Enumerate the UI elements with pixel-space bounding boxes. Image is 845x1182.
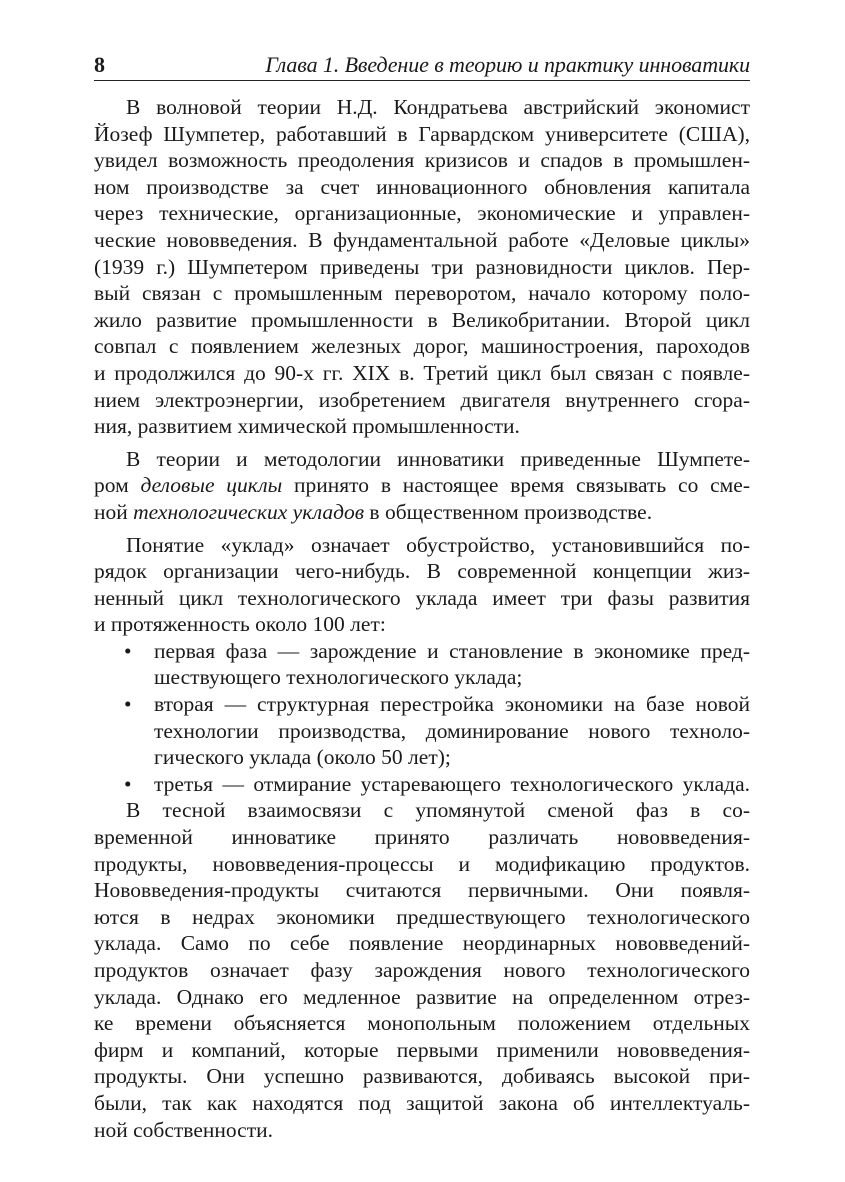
list-item [94,638,750,691]
text-line: третья — отмирание устаревающего технологического уклада. [154,771,750,796]
italic-term-business-cycles: деловые циклы [140,473,283,498]
text-line: ной технологических укладов в общественном производстве. [94,499,653,524]
text-line: ной собственности. [94,1117,273,1142]
text-line: ческие нововведения. В фундаментальной работе «Деловые циклы» [94,227,750,252]
text-line: продукты. Они успешно развиваются, добиваясь высокой при- [94,1064,750,1089]
text-line: были, так как находятся под защитой закона об интеллектуаль- [94,1090,750,1115]
text-line: технологии производства, доминирование нового техноло- [154,718,750,743]
paragraph-kondratiev-schumpeter [94,94,750,440]
list-item [94,691,750,771]
text-line: (1939 г.) Шумпетером приведены три разновидности циклов. Пер- [94,254,750,279]
page-number: 8 [94,52,105,77]
italic-term-technological-structures: технологических укладов [133,499,365,524]
text-line: продуктов означает фазу зарождения нового технологического [94,958,750,982]
text-line: Йозеф Шумпетер, работавший в Гарвардском университете (США), [94,121,750,146]
body-text [94,94,750,1143]
text-line: В тесной взаимосвязи с упомянутой сменой фаз в со- [126,798,750,823]
bullet-list [94,638,750,798]
text-line: временной инноватике принято различать нововведения- [94,825,750,850]
text-line: вторая — структурная перестройка экономики на базе новой [154,692,750,717]
paragraph-uklad-definition [94,532,750,638]
text-line: продукты, нововведения-процессы и модификацию продуктов. [94,851,750,876]
text-line: уклада. Само по себе появление неординарных нововведений- [94,931,750,956]
list-item [94,771,750,798]
text-line: и продолжился до 90-х гг. XIX в. Третий цикл был связан с появле- [94,360,750,385]
text-line: ном производстве за счет инновационного обновления капитала [94,174,750,199]
running-title: Глава 1. Введение в теорию и практику инноватики [265,52,750,77]
text-line: нием электроэнергии, изобретением двигателя внутреннего сгора- [94,387,750,412]
text-line: гического уклада (около 50 лет); [154,745,451,770]
text-line: шествующего технологического уклада; [154,665,523,690]
page-header [94,44,750,81]
text-line: и протяженность около 100 лет: [94,612,386,637]
text-line: через технические, организационные, экономические и управлен- [94,201,750,226]
text-line: ке времени объясняется монопольным положением отдельных [94,1011,750,1036]
text-line: В волновой теории Н.Д. Кондратьева австрийский экономист [126,95,750,119]
text-line: В теории и методологии инноватики приведенные Шумпете- [126,446,750,471]
bullet-icon: • [124,638,132,663]
text-line: увидел возможность преодоления кризисов и спадов в промышлен- [94,148,750,173]
text-line: совпал с появлением железных дорог, машиностроения, пароходов [94,334,750,359]
paragraph-business-cycles [94,446,750,526]
text-line: фирм и компаний, которые первыми применили нововведения- [94,1037,750,1062]
text-line: ром деловые циклы принято в настоящее время связывать со сме- [94,473,750,498]
bullet-icon: • [124,771,132,796]
text-line: жило развитие промышленности в Великобритании. Второй цикл [94,307,750,332]
text-line: ненный цикл технологического уклада имеет три фазы развития [94,585,750,610]
text-line: ния, развитием химической промышленности. [94,414,520,439]
text-line: Нововведения-продукты считаются первичными. Они появля- [94,878,750,903]
text-line: ются в недрах экономики предшествующего технологического [94,904,750,929]
paragraph-innovation-products [94,797,750,1143]
text-line: Понятие «уклад» означает обустройство, установившийся по- [126,532,750,557]
text-line: вый связан с промышленным переворотом, начало которому поло- [94,281,750,306]
bullet-icon: • [124,692,132,717]
text-line: уклада. Однако его медленное развитие на определенном отрез- [94,984,750,1009]
text-line: рядок организации чего-нибудь. В современной концепции жиз- [94,559,750,584]
text-line: первая фаза — зарождение и становление в экономике пред- [154,638,750,663]
